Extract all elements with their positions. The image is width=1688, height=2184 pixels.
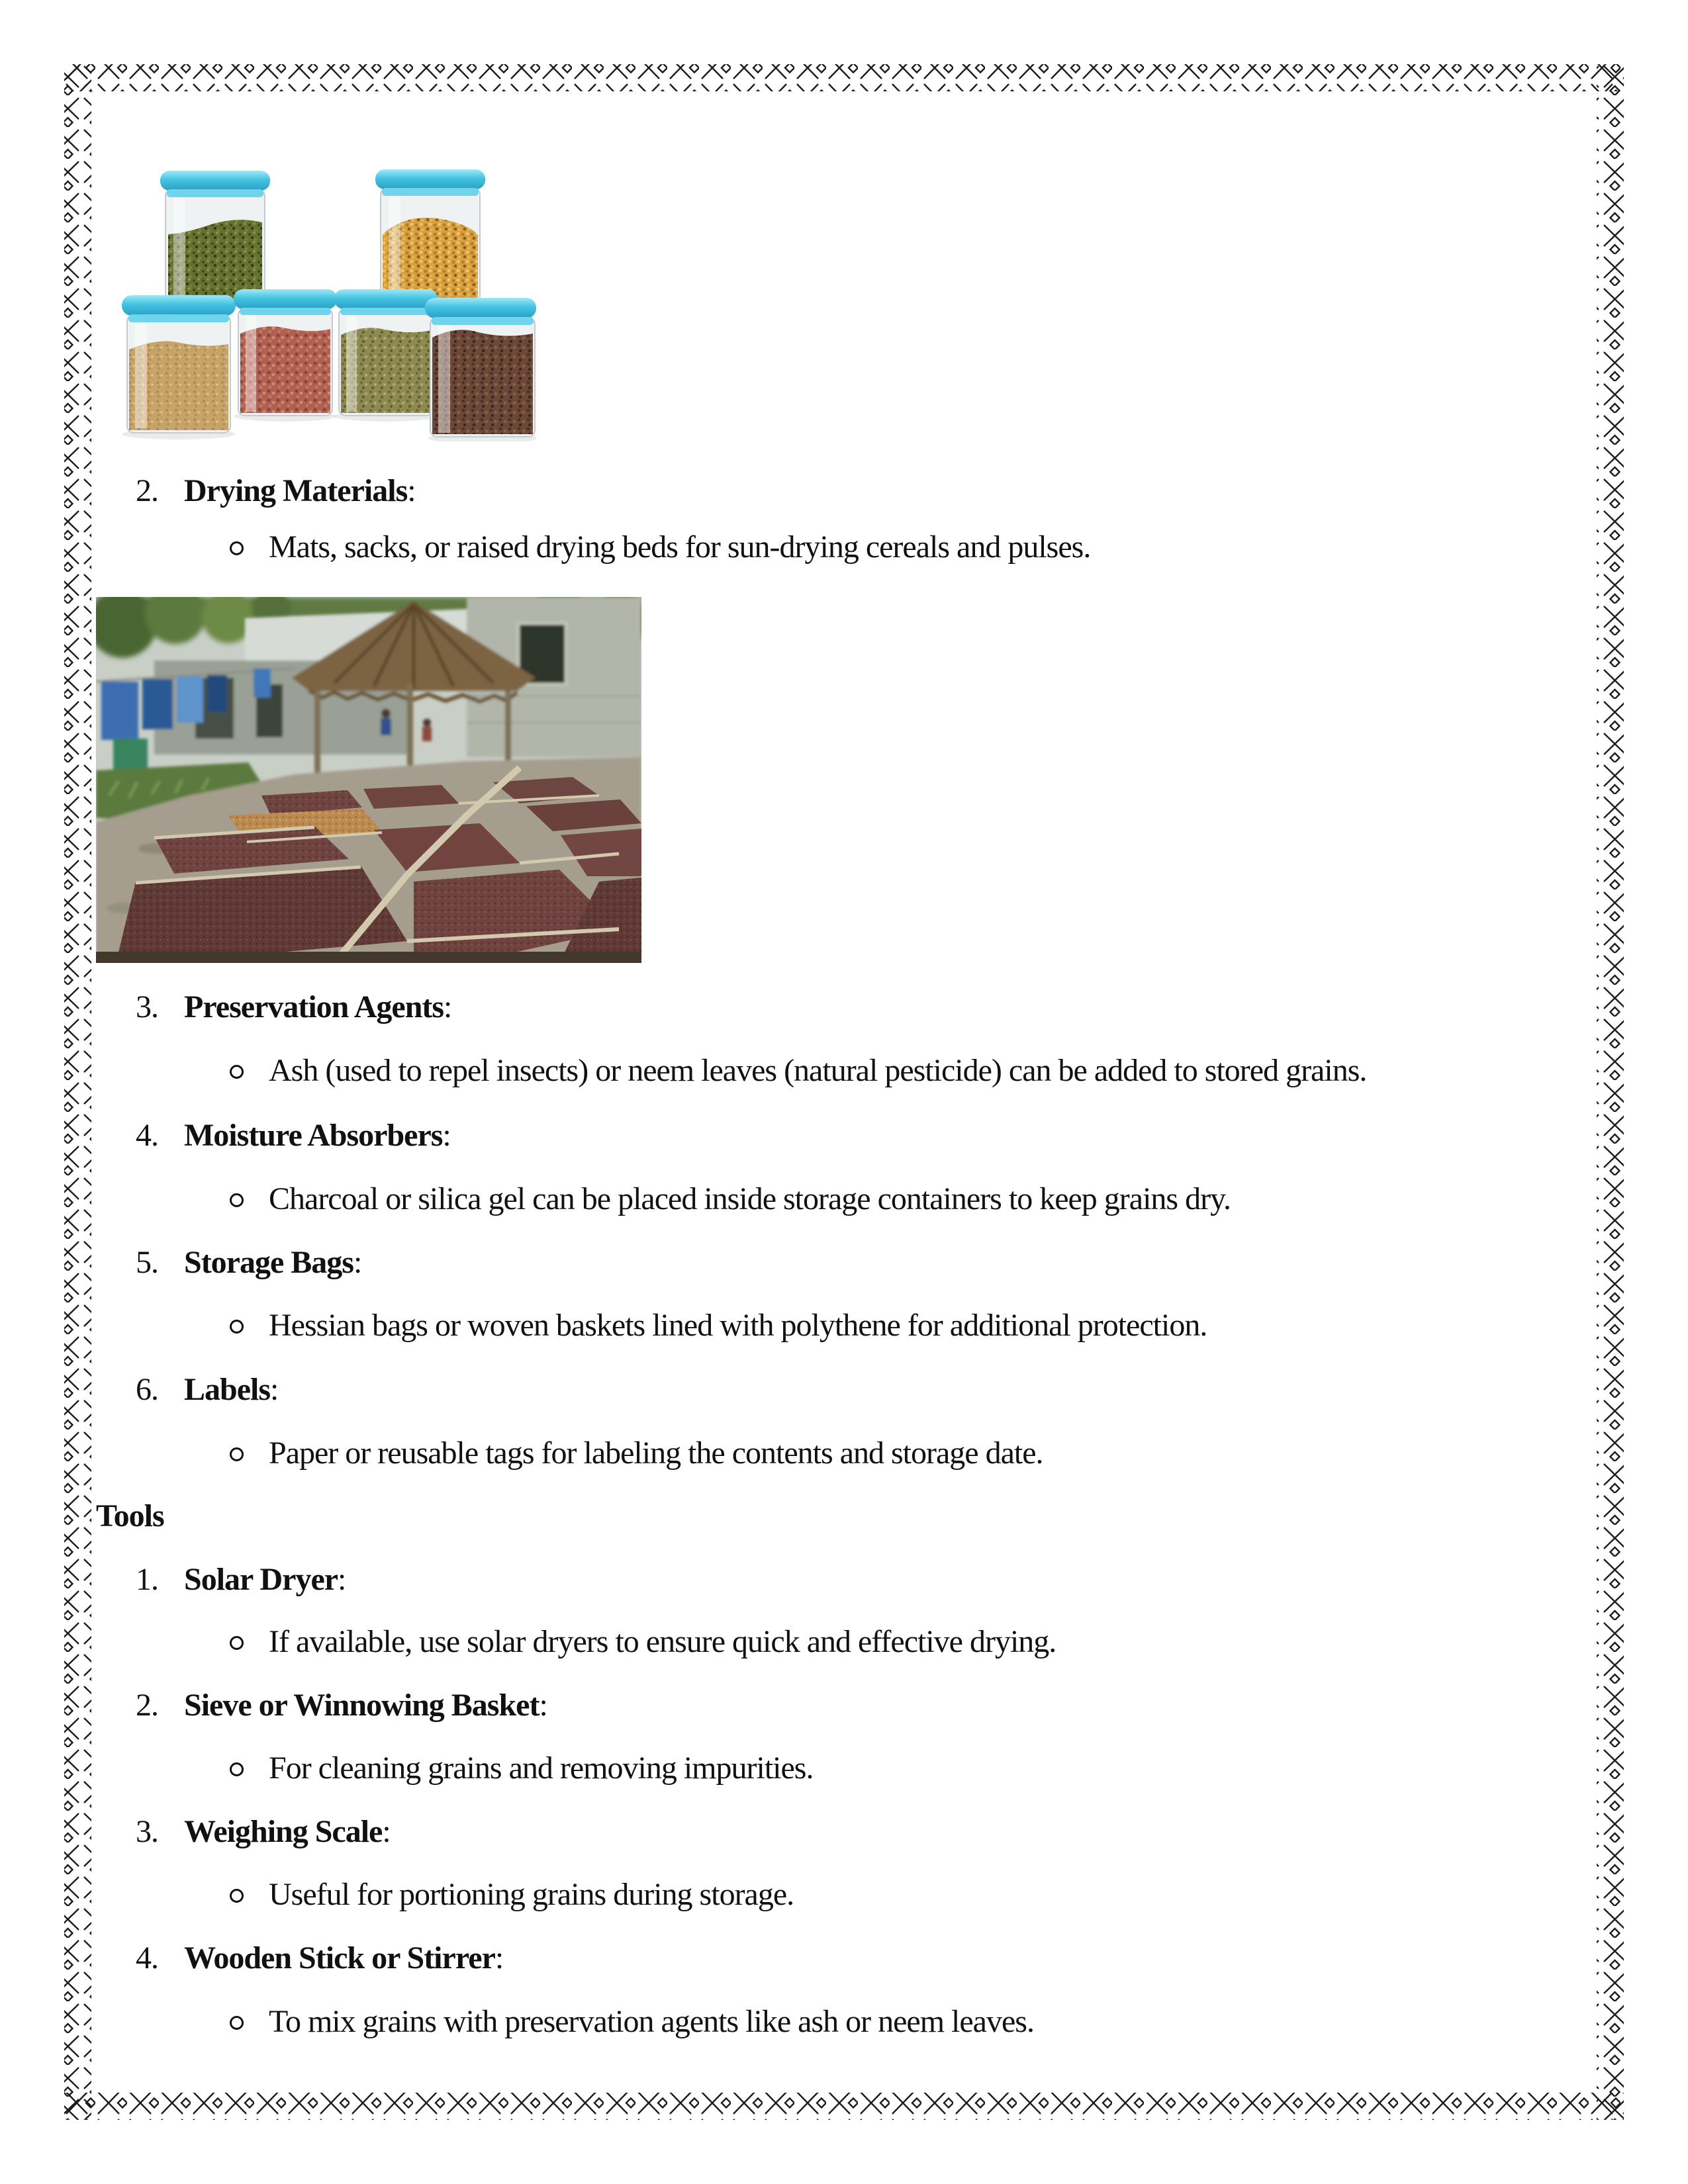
colon: : [539,1688,547,1723]
list-title: Sieve or Winnowing Basket [184,1688,539,1723]
colon: : [338,1562,346,1597]
grain-jars-photo [99,167,536,441]
list-title: Wooden Stick or Stirrer [184,1940,495,1976]
colon: : [494,1940,504,1976]
list-item-heading [136,1938,503,1978]
jar-front-3 [334,289,438,422]
list-number: 3. [136,1814,158,1849]
circle-bullet-icon [230,1636,244,1650]
circle-bullet-icon [230,1889,244,1903]
list-sub-bullet [230,1433,1043,1473]
bullet-text: Useful for portioning grains during storage. [269,1877,794,1912]
list-title: Storage Bags [184,1245,353,1280]
jar-front-2 [234,289,337,422]
border-left [64,64,91,2120]
list-item-heading [136,987,451,1027]
list-number: 2. [136,1688,158,1723]
list-sub-bullet [230,2002,1034,2042]
hanging-cloth [177,676,203,723]
border-right [1597,64,1624,2120]
colon: : [353,1245,362,1280]
circle-bullet-icon [230,1447,244,1461]
hanging-cloth [207,675,227,712]
sun-drying-photo [96,597,641,963]
list-sub-bullet [230,1306,1207,1345]
list-title: Solar Dryer [184,1562,338,1597]
bullet-text: If available, use solar dryers to ensure quick and effective drying. [269,1624,1056,1659]
hanging-cloth [254,668,271,698]
list-item-heading [136,471,416,511]
list-item-heading [136,1812,391,1852]
list-item-heading [136,1370,278,1410]
circle-bullet-icon [230,541,244,555]
jar-back-left [160,171,270,305]
list-sub-bullet [230,1622,1056,1662]
bullet-text: Paper or reusable tags for labeling the contents and storage date. [269,1435,1043,1471]
list-number: 5. [136,1245,158,1280]
list-item-heading [136,1243,361,1283]
list-number: 1. [136,1562,158,1597]
hanging-cloth [142,679,173,729]
bullet-text: Ash (used to repel insects) or neem leaves (natural pesticide) can be added to stored grains. [269,1053,1367,1088]
colon: : [407,473,416,508]
circle-bullet-icon [230,1320,244,1334]
list-title: Drying Materials [184,473,408,508]
sun-drying-illustration [96,597,641,963]
grain-jars-illustration [99,167,536,441]
colon: : [270,1372,279,1407]
colon: : [382,1814,391,1849]
photo-bottom-strip [96,952,641,963]
list-title: Labels [184,1372,271,1407]
bullet-text: Hessian bags or woven baskets lined with polythene for additional protection. [269,1308,1207,1343]
list-sub-bullet [230,1875,794,1915]
jar-front-4 [425,298,536,441]
list-title: Weighing Scale [184,1814,383,1849]
list-number: 6. [136,1372,158,1407]
colon: : [442,1118,451,1153]
border-top [64,64,1624,91]
colon: : [444,989,452,1024]
circle-bullet-icon [230,1193,244,1207]
list-title: Preservation Agents [184,989,444,1024]
tools-section-heading: Tools [96,1498,164,1533]
jar-back-right [375,169,485,305]
list-sub-bullet [230,527,1090,567]
list-sub-bullet [230,1051,1366,1091]
list-number: 4. [136,1940,158,1976]
hanging-cloth [101,682,138,740]
bullet-text: Mats, sacks, or raised drying beds for sun-drying cereals and pulses. [269,529,1091,565]
bullet-text: Charcoal or silica gel can be placed inside storage containers to keep grains dry. [269,1181,1231,1216]
bullet-text: To mix grains with preservation agents like ash or neem leaves. [269,2004,1034,2039]
circle-bullet-icon [230,1762,244,1776]
list-item-heading [136,1686,547,1725]
list-item-heading [136,1560,346,1600]
list-number: 2. [136,473,158,508]
bullet-text: For cleaning grains and removing impurities. [269,1751,814,1786]
border-bottom [64,2093,1624,2120]
circle-bullet-icon [230,1065,244,1079]
list-sub-bullet [230,1179,1231,1219]
list-number: 3. [136,989,158,1024]
list-title: Moisture Absorbers [184,1118,443,1153]
list-item-heading [136,1116,451,1156]
list-number: 4. [136,1118,158,1153]
list-sub-bullet [230,1749,813,1788]
circle-bullet-icon [230,2016,244,2030]
jar-front-1 [122,295,236,439]
